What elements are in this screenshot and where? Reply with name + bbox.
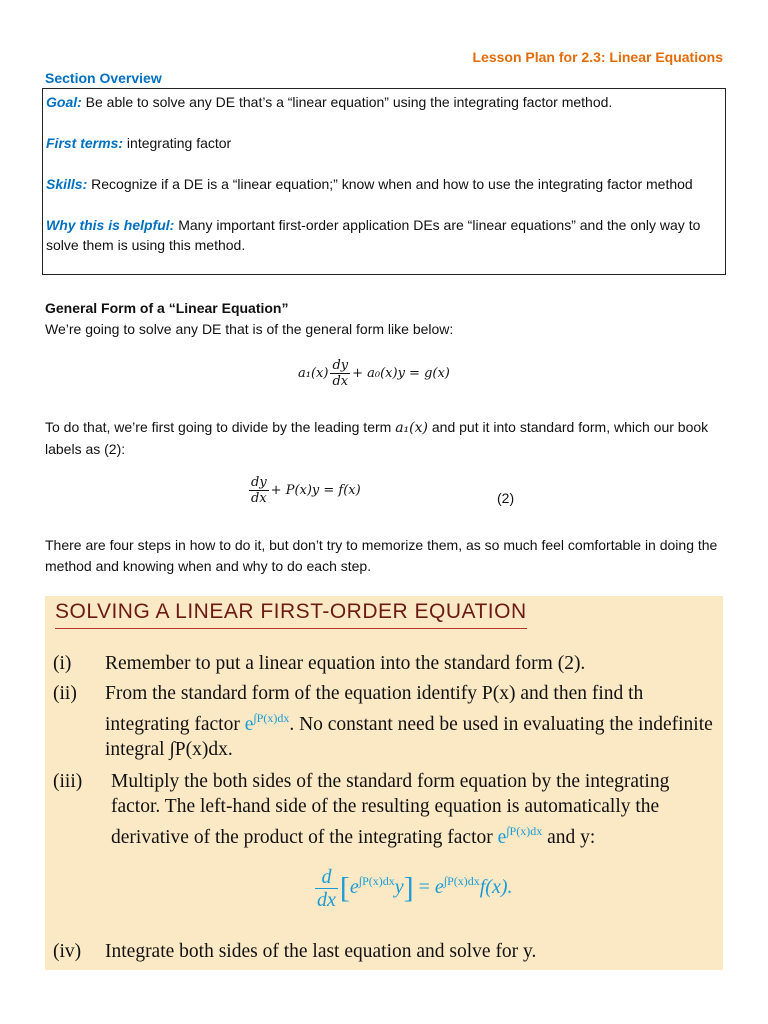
leading-term: a₁(x)	[395, 420, 428, 436]
why-helpful-text: Many important first-order application DEs are “linear equations” and the only way to solve them is using this method.	[46, 217, 701, 253]
left-bracket: [	[339, 871, 350, 905]
step-3-exp-sup: ∫P(x)dx	[506, 824, 543, 838]
derivative-rhs-sup: ∫P(x)dx	[443, 874, 480, 889]
step-3-text-b: and y:	[542, 827, 596, 848]
skills-text: Recognize if a DE is a “linear equation;” know when and how to use the integrating factor method	[87, 176, 693, 192]
derivative-fraction	[315, 866, 338, 911]
eq2-fraction	[249, 475, 269, 506]
why-helpful-label: Why this is helpful:	[46, 217, 175, 233]
goal-label: Goal:	[46, 94, 82, 110]
step-1-text: Remember to put a linear equation into the standard form (2).	[105, 653, 586, 674]
first-terms-paragraph	[46, 133, 722, 153]
four-steps-paragraph: There are four steps in how to do it, but don’t try to memorize them, as so much feel comfortable in doing the method and knowing when and why to do each step.	[45, 537, 718, 574]
step-2-exp-sup: ∫P(x)dx	[253, 711, 290, 725]
derivative-numerator: d	[315, 866, 338, 889]
step-1-number: (i)	[53, 653, 72, 674]
step-4	[53, 939, 721, 964]
general-form-heading: General Form of a “Linear Equation”	[45, 300, 289, 316]
section-overview-box	[42, 88, 726, 275]
step-3-exp-base: e	[497, 827, 507, 848]
section-overview-heading: Section Overview	[45, 70, 162, 86]
step-4-number: (iv)	[53, 941, 82, 962]
step-3-number: (iii)	[53, 771, 83, 792]
step-2-text-a: From the standard form of the equation identify P(x) and then find th integrating factor	[105, 683, 644, 735]
eq2-denominator: dx	[251, 491, 267, 506]
derivative-rhs-f: f(x).	[479, 876, 513, 899]
derivative-formula	[313, 866, 513, 911]
goal-text: Be able to solve any DE that’s a “linear equation” using the integrating factor method.	[81, 94, 613, 110]
step-3	[53, 769, 721, 850]
goal-paragraph	[46, 92, 722, 112]
skills-label: Skills:	[46, 176, 88, 192]
para2-end: and put it into standard form, which our book labels as (2):	[45, 419, 709, 457]
step-3-body	[111, 769, 721, 850]
first-terms-label: First terms:	[46, 135, 124, 151]
solving-method-box	[45, 596, 723, 970]
step-2	[53, 681, 721, 762]
derivative-inner-y: y	[394, 876, 404, 899]
step-1	[53, 651, 721, 676]
general-form-intro: We’re going to solve any DE that is of the general form like below:	[45, 321, 454, 337]
eq1-numerator: dy	[332, 358, 349, 373]
general-form-equation	[298, 358, 450, 389]
first-terms-text: integrating factor	[123, 135, 232, 151]
eq1-denominator: dx	[332, 374, 349, 389]
para2-start: To do that, we’re first going to divide by the leading term	[45, 419, 396, 435]
step-2-number: (ii)	[53, 683, 77, 704]
eq1-fraction	[330, 358, 350, 389]
eq2-numerator: dy	[251, 475, 267, 490]
standard-form-paragraph	[45, 417, 735, 460]
step-2-text-b: . No constant need be used in evaluating the indefinite integral ∫P(x)dx.	[105, 714, 713, 760]
eq2-right: + P(x)y = f(x)	[270, 483, 361, 498]
derivative-equals: =	[413, 876, 435, 899]
eq1-right: + a₀(x)y = g(x)	[352, 366, 450, 381]
lesson-plan-title: Lesson Plan for 2.3: Linear Equations	[472, 49, 723, 65]
step-4-text: Integrate both sides of the last equation and solve for y.	[105, 941, 537, 962]
step-2-body	[105, 681, 721, 762]
step-2-exp-base: e	[244, 714, 254, 735]
why-helpful-paragraph	[46, 215, 722, 255]
standard-form-equation	[247, 475, 361, 506]
equation-label-2: (2)	[497, 490, 515, 506]
step-3-text-a: Multiply the both sides of the standard form equation by the integrating factor. The left-hand side of the resulting equation is automatically the derivative of the product of the integrating factor	[111, 771, 670, 848]
right-bracket: ]	[403, 871, 414, 905]
derivative-denominator: dx	[317, 889, 336, 911]
derivative-inner-sup: ∫P(x)dx	[358, 874, 395, 889]
skills-paragraph	[46, 174, 722, 194]
eq1-left: a₁(x)	[298, 366, 329, 381]
derivative-inner-e: e	[349, 876, 359, 899]
derivative-rhs-e: e	[434, 876, 444, 899]
box-title: SOLVING A LINEAR FIRST-ORDER EQUATION	[55, 600, 527, 629]
